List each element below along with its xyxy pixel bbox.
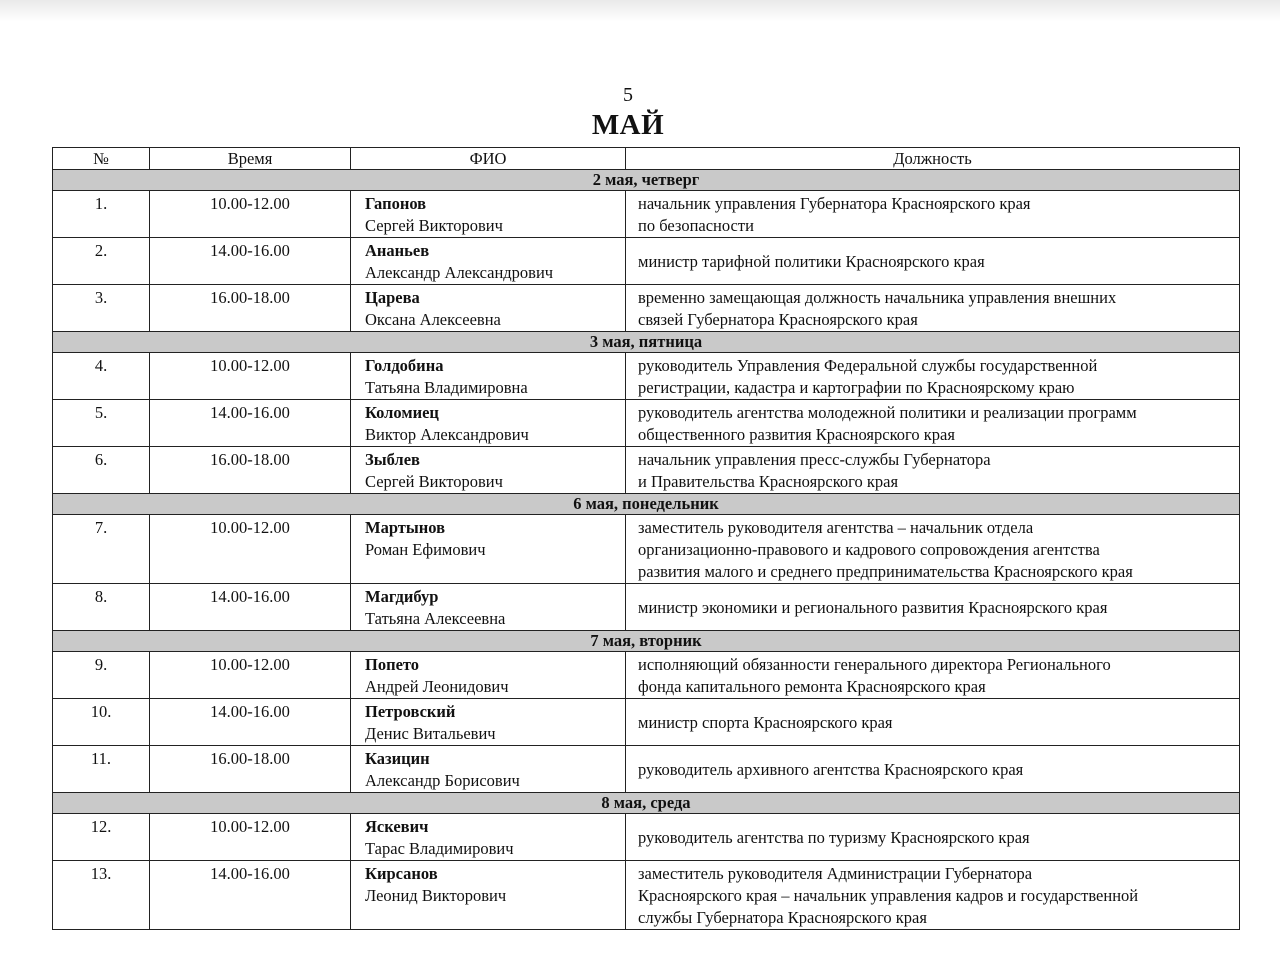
page-number: 5	[623, 84, 633, 106]
given-names: Татьяна Владимировна	[365, 378, 528, 397]
table-header-row	[53, 148, 1240, 170]
surname: Гапонов	[365, 194, 427, 213]
position-line: начальник управления Губернатора Красноярского края	[638, 194, 1031, 213]
schedule-table	[52, 147, 1240, 930]
row-position	[626, 447, 1240, 494]
row-fio	[351, 191, 626, 238]
position-line: связей Губернатора Красноярского края	[638, 310, 918, 329]
row-fio	[351, 746, 626, 793]
surname: Голдобина	[365, 356, 444, 375]
row-time: 14.00-16.00	[150, 861, 351, 930]
position-line: министр тарифной политики Красноярского края	[638, 252, 985, 271]
table-row	[53, 699, 1240, 746]
row-number: 8.	[53, 584, 150, 631]
row-fio	[351, 400, 626, 447]
position-line: регистрации, кадастра и картографии по Красноярскому краю	[638, 378, 1075, 397]
table-row	[53, 353, 1240, 400]
table-row	[53, 746, 1240, 793]
surname: Коломиец	[365, 403, 439, 422]
row-time: 16.00-18.00	[150, 746, 351, 793]
day-header-row	[53, 494, 1240, 515]
row-position	[626, 584, 1240, 631]
position-line: организационно-правового и кадрового сопровождения агентства	[638, 540, 1100, 559]
row-time: 16.00-18.00	[150, 447, 351, 494]
header-fio: ФИО	[351, 148, 626, 170]
position-line: и Правительства Красноярского края	[638, 472, 899, 491]
day-label: 2 мая, четверг	[53, 170, 1240, 191]
day-header-row	[53, 631, 1240, 652]
row-time: 14.00-16.00	[150, 584, 351, 631]
position-line: общественного развития Красноярского края	[638, 425, 955, 444]
table-row	[53, 652, 1240, 699]
row-position	[626, 191, 1240, 238]
row-position	[626, 699, 1240, 746]
surname: Казицин	[365, 749, 430, 768]
given-names: Александр Борисович	[365, 771, 520, 790]
row-number: 7.	[53, 515, 150, 584]
row-fio	[351, 515, 626, 584]
given-names: Андрей Леонидович	[365, 677, 509, 696]
schedule-body	[53, 170, 1240, 930]
row-position	[626, 400, 1240, 447]
position-line: фонда капитального ремонта Красноярского края	[638, 677, 986, 696]
position-line: руководитель архивного агентства Красноярского края	[638, 760, 1024, 779]
position-line: министр экономики и регионального развития Красноярского края	[638, 598, 1108, 617]
row-fio	[351, 652, 626, 699]
row-number: 12.	[53, 814, 150, 861]
day-label: 3 мая, пятница	[53, 332, 1240, 353]
position-line: временно замещающая должность начальника управления внешних	[638, 288, 1117, 307]
row-fio	[351, 584, 626, 631]
position-line: исполняющий обязанности генерального директора Регионального	[638, 655, 1111, 674]
header-number: №	[53, 148, 150, 170]
table-row	[53, 447, 1240, 494]
position-line: руководитель агентства по туризму Красноярского края	[638, 828, 1030, 847]
given-names: Александр Александрович	[365, 263, 554, 282]
day-label: 8 мая, среда	[53, 793, 1240, 814]
position-line: начальник управления пресс-службы Губернатора	[638, 450, 991, 469]
row-position	[626, 515, 1240, 584]
position-line: по безопасности	[638, 216, 754, 235]
row-fio	[351, 285, 626, 332]
surname: Зыблев	[365, 450, 420, 469]
day-label: 6 мая, понедельник	[53, 494, 1240, 515]
position-line: руководитель агентства молодежной политики и реализации программ	[638, 403, 1137, 422]
row-fio	[351, 861, 626, 930]
position-line: Красноярского края – начальник управления кадров и государственной	[638, 886, 1139, 905]
day-header-row	[53, 332, 1240, 353]
day-header-row	[53, 793, 1240, 814]
row-number: 9.	[53, 652, 150, 699]
row-fio	[351, 814, 626, 861]
row-time: 10.00-12.00	[150, 652, 351, 699]
row-position	[626, 814, 1240, 861]
table-row	[53, 861, 1240, 930]
row-position	[626, 746, 1240, 793]
given-names: Сергей Викторович	[365, 216, 503, 235]
given-names: Роман Ефимович	[365, 540, 486, 559]
row-fio	[351, 238, 626, 285]
surname: Кирсанов	[365, 864, 438, 883]
row-position	[626, 652, 1240, 699]
row-time: 14.00-16.00	[150, 699, 351, 746]
given-names: Леонид Викторович	[365, 886, 507, 905]
table-row	[53, 191, 1240, 238]
row-position	[626, 353, 1240, 400]
header-time: Время	[150, 148, 351, 170]
row-time: 10.00-12.00	[150, 515, 351, 584]
given-names: Татьяна Алексеевна	[365, 609, 506, 628]
row-fio	[351, 353, 626, 400]
row-fio	[351, 447, 626, 494]
given-names: Тарас Владимирович	[365, 839, 514, 858]
given-names: Оксана Алексеевна	[365, 310, 501, 329]
row-time: 14.00-16.00	[150, 238, 351, 285]
surname: Мартынов	[365, 518, 446, 537]
day-label: 7 мая, вторник	[53, 631, 1240, 652]
row-time: 10.00-12.00	[150, 353, 351, 400]
table-row	[53, 584, 1240, 631]
position-line: развития малого и среднего предпринимательства Красноярского края	[638, 562, 1133, 581]
table-row	[53, 814, 1240, 861]
surname: Ананьев	[365, 241, 430, 260]
month-title: МАЙ	[591, 109, 665, 141]
row-time: 10.00-12.00	[150, 814, 351, 861]
row-number: 1.	[53, 191, 150, 238]
position-line: заместитель руководителя агентства – начальник отдела	[638, 518, 1034, 537]
row-position	[626, 861, 1240, 930]
table-row	[53, 238, 1240, 285]
row-number: 6.	[53, 447, 150, 494]
surname: Магдибур	[365, 587, 439, 606]
given-names: Виктор Александрович	[365, 425, 529, 444]
row-position	[626, 285, 1240, 332]
header-position: Должность	[626, 148, 1240, 170]
table-row	[53, 285, 1240, 332]
row-number: 11.	[53, 746, 150, 793]
scan-edge-shading	[0, 0, 1280, 22]
row-number: 13.	[53, 861, 150, 930]
row-fio	[351, 699, 626, 746]
row-time: 16.00-18.00	[150, 285, 351, 332]
row-number: 4.	[53, 353, 150, 400]
row-number: 2.	[53, 238, 150, 285]
surname: Петровский	[365, 702, 456, 721]
surname: Яскевич	[365, 817, 429, 836]
position-line: службы Губернатора Красноярского края	[638, 908, 927, 927]
row-position	[626, 238, 1240, 285]
row-number: 10.	[53, 699, 150, 746]
row-time: 14.00-16.00	[150, 400, 351, 447]
day-header-row	[53, 170, 1240, 191]
position-line: министр спорта Красноярского края	[638, 713, 893, 732]
position-line: заместитель руководителя Администрации Губернатора	[638, 864, 1033, 883]
given-names: Сергей Викторович	[365, 472, 503, 491]
row-number: 3.	[53, 285, 150, 332]
table-row	[53, 515, 1240, 584]
row-time: 10.00-12.00	[150, 191, 351, 238]
surname: Попето	[365, 655, 420, 674]
position-line: руководитель Управления Федеральной службы государственной	[638, 356, 1098, 375]
row-number: 5.	[53, 400, 150, 447]
surname: Царева	[365, 288, 420, 307]
given-names: Денис Витальевич	[365, 724, 496, 743]
table-row	[53, 400, 1240, 447]
